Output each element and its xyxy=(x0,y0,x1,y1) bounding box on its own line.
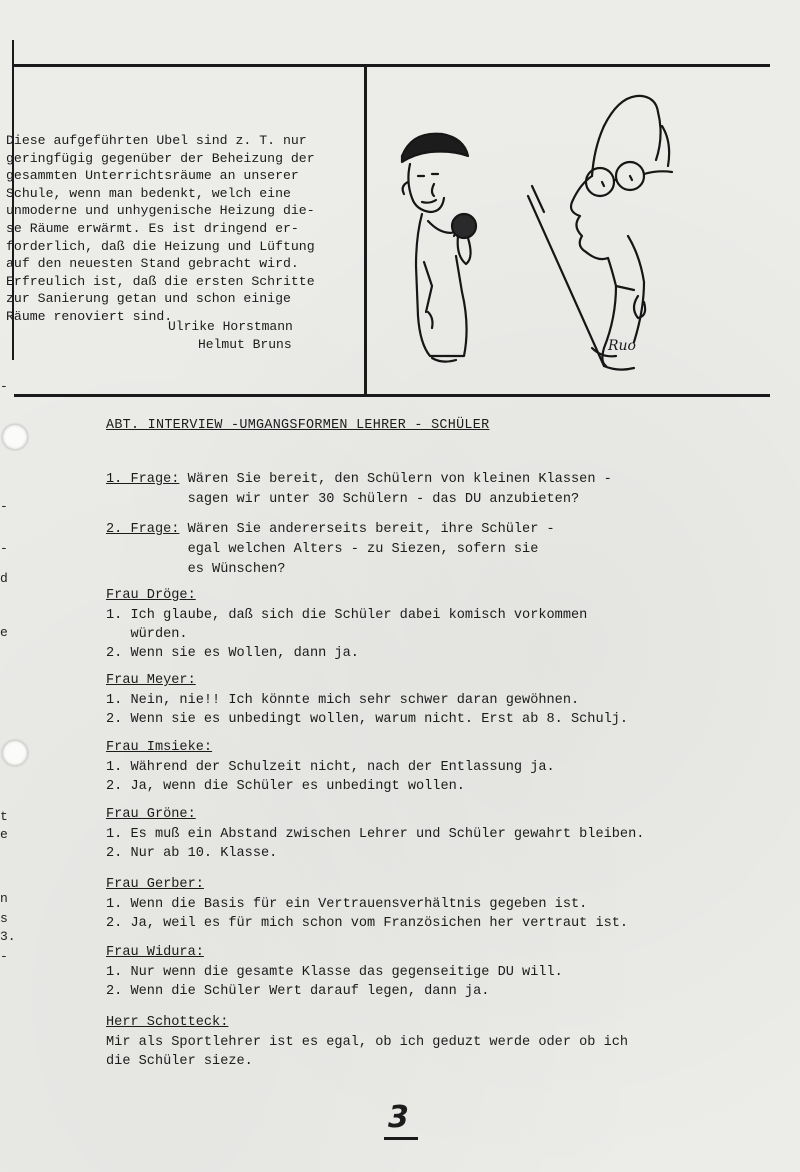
respondent-name: Frau Widura: xyxy=(106,945,204,960)
page-number: 3 xyxy=(388,1100,409,1135)
intro-line: forderlich, daß die Heizung und Lüftung xyxy=(6,238,315,254)
respondent-name: Frau Meyer: xyxy=(106,673,196,688)
cartoon-illustration xyxy=(372,86,762,386)
answer-line: 1. Nur wenn die gesamte Klasse das gegenseitige DU will. xyxy=(106,965,563,980)
answer-block xyxy=(106,758,555,796)
answer-block xyxy=(106,691,628,729)
answer-block xyxy=(106,1033,628,1071)
left-fragment: - xyxy=(0,499,8,514)
intro-line: Räume renoviert sind. xyxy=(6,308,173,324)
question-2 xyxy=(106,520,555,580)
answer-line: Mir als Sportlehrer ist es egal, ob ich geduzt werde oder ob ich xyxy=(106,1035,629,1050)
small-figure-drawing xyxy=(402,134,476,362)
answer-line: 2. Wenn die Schüler Wert darauf legen, dann ja. xyxy=(106,984,490,999)
answer-line: die Schüler sieze. xyxy=(106,1054,253,1069)
left-fragment: n xyxy=(0,891,8,906)
left-fragment: e xyxy=(0,827,8,842)
question-text: Wären Sie bereit, den Schülern von kleinen Klassen - xyxy=(187,472,612,487)
answer-block xyxy=(106,963,563,1001)
left-fragment: s xyxy=(0,911,8,926)
answer-line: 1. Nein, nie!! Ich könnte mich sehr schwer daran gewöhnen. xyxy=(106,693,580,708)
answer-line: 2. Wenn sie es unbedingt wollen, warum nicht. Erst ab 8. Schulj. xyxy=(106,712,629,727)
top-rule xyxy=(14,64,770,67)
question-text: sagen wir unter 30 Schülern - das DU anzubieten? xyxy=(187,492,580,507)
answer-line: 2. Ja, weil es für mich schon vom Französichen her vertraut ist. xyxy=(106,916,629,931)
answer-line: 2. Wenn sie es Wollen, dann ja. xyxy=(106,646,359,661)
tall-figure-drawing xyxy=(528,96,672,370)
respondent-name: Frau Gröne: xyxy=(106,807,196,822)
respondent-name: Frau Gerber: xyxy=(106,877,204,892)
left-fragment: - xyxy=(0,541,8,556)
author-name: Helmut Bruns xyxy=(198,337,292,352)
question-text: es Wünschen? xyxy=(187,562,286,577)
intro-line: zur Sanierung getan und schon einige xyxy=(6,291,291,307)
author-name: Ulrike Horstmann xyxy=(168,319,293,334)
left-fragment: e xyxy=(0,625,8,640)
answer-line: 1. Während der Schulzeit nicht, nach der Entlassung ja. xyxy=(106,760,555,775)
answer-line: 1. Es muß ein Abstand zwischen Lehrer und Schüler gewahrt bleiben. xyxy=(106,827,645,842)
respondent-name: Frau Dröge: xyxy=(106,588,196,603)
punch-hole-bottom xyxy=(2,740,28,766)
cartoon-signature: Ruo xyxy=(608,338,636,354)
intro-line: geringfügig gegenüber der Beheizung der xyxy=(6,150,315,166)
left-fragment: - xyxy=(0,949,8,964)
answer-block xyxy=(106,895,628,933)
punch-hole-top xyxy=(2,424,28,450)
answer-line: würden. xyxy=(106,627,188,642)
intro-line: Erfreulich ist, daß die ersten Schritte xyxy=(6,273,315,289)
intro-line: se Räume erwärmt. Es ist dringend er- xyxy=(6,220,299,236)
intro-line: unmoderne und unhygenische Heizung die- xyxy=(6,203,315,219)
left-fragment: - xyxy=(0,379,8,394)
left-fragment: 3. xyxy=(0,929,16,944)
answer-line: 1. Wenn die Basis für ein Vertrauensverhältnis gegeben ist. xyxy=(106,897,588,912)
question-1 xyxy=(106,470,612,510)
respondent-name: Frau Imsieke: xyxy=(106,740,213,755)
intro-paragraph xyxy=(6,132,358,326)
question-label: 2. Frage: xyxy=(106,522,180,537)
middle-divider xyxy=(364,66,367,396)
left-fragment: t xyxy=(0,809,8,824)
intro-line: Schule, wenn man bedenkt, welch eine xyxy=(6,185,291,201)
question-text: Wären Sie andererseits bereit, ihre Schüler - xyxy=(187,522,555,537)
bottom-rule xyxy=(14,394,770,397)
section-title: ABT. INTERVIEW -UMGANGSFORMEN LEHRER - SCHÜLER xyxy=(106,418,490,433)
respondent-name: Herr Schotteck: xyxy=(106,1015,229,1030)
answer-line: 1. Ich glaube, daß sich die Schüler dabei komisch vorkommen xyxy=(106,608,588,623)
question-label: 1. Frage: xyxy=(106,472,180,487)
left-fragment: d xyxy=(0,571,8,586)
answer-block xyxy=(106,606,587,663)
intro-line: gesammten Unterrichtsräume an unserer xyxy=(6,168,299,184)
intro-line: auf den neuesten Stand gebracht wird. xyxy=(6,256,299,272)
page-number-underline xyxy=(384,1137,418,1140)
question-text: egal welchen Alters - zu Siezen, sofern sie xyxy=(187,542,539,557)
answer-block xyxy=(106,825,644,863)
answer-line: 2. Ja, wenn die Schüler es unbedingt wollen. xyxy=(106,779,465,794)
intro-line: Diese aufgeführten Ubel sind z. T. nur xyxy=(6,133,307,148)
answer-line: 2. Nur ab 10. Klasse. xyxy=(106,846,278,861)
